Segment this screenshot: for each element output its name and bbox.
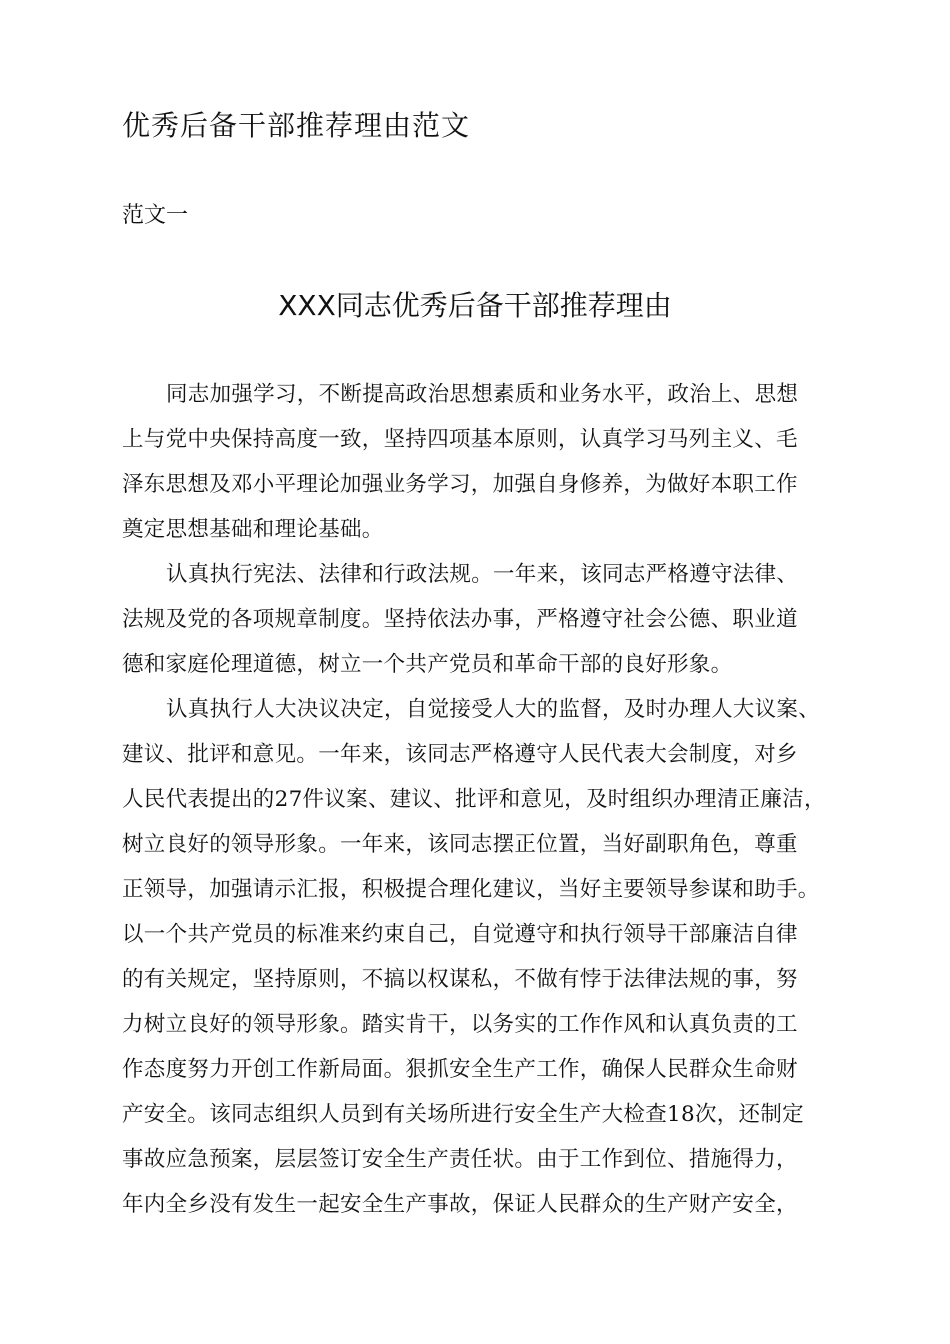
- paragraph-line: 力树立良好的领导形象。踏实肯干，以务实的工作作风和认真负责的工: [122, 1012, 798, 1037]
- paragraph-line: 人民代表提出的27件议案、建议、批评和意见，及时组织办理清正廉洁，: [122, 787, 826, 812]
- paragraph-line: 法规及党的各项规章制度。坚持依法办事，严格遵守社会公德、职业道: [122, 607, 798, 632]
- paragraph-line: 上与党中央保持高度一致，坚持四项基本原则，认真学习马列主义、毛: [122, 427, 798, 452]
- paragraph-line: 德和家庭伦理道德，树立一个共产党员和革命干部的良好形象。: [122, 652, 733, 677]
- article-title: XXX同志优秀后备干部推荐理由: [278, 289, 672, 322]
- document-title: 优秀后备干部推荐理由范文: [122, 109, 471, 142]
- paragraph: [122, 687, 842, 1227]
- paragraph-line: 产安全。该同志组织人员到有关场所进行安全生产大检查18次，还制定: [122, 1102, 804, 1127]
- paragraph-line: 泽东思想及邓小平理论加强业务学习，加强自身修养，为做好本职工作: [122, 472, 798, 497]
- paragraph: [122, 372, 842, 552]
- paragraph-line: 年内全乡没有发生一起安全生产事故，保证人民群众的生产财产安全，: [122, 1192, 798, 1217]
- paragraph-line: 认真执行宪法、法律和行政法规。一年来，该同志严格遵守法律、: [166, 562, 799, 587]
- paragraph-line: 正领导，加强请示汇报，积极提合理化建议，当好主要领导参谋和助手。: [122, 877, 820, 902]
- sample-label: 范文一: [122, 203, 189, 228]
- paragraph-line: 的有关规定，坚持原则，不搞以权谋私，不做有悖于法律法规的事，努: [122, 967, 798, 992]
- paragraph-line: 作态度努力开创工作新局面。狠抓安全生产工作，确保人民群众生命财: [122, 1057, 798, 1082]
- paragraph-line: 建议、批评和意见。一年来，该同志严格遵守人民代表大会制度，对乡: [122, 742, 798, 767]
- paragraph-line: 奠定思想基础和理论基础。: [122, 517, 384, 542]
- paragraph-line: 树立良好的领导形象。一年来，该同志摆正位置，当好副职角色，尊重: [122, 832, 798, 857]
- paragraph-line: 以一个共产党员的标准来约束自己，自觉遵守和执行领导干部廉洁自律: [122, 922, 798, 947]
- paragraph: [122, 552, 842, 687]
- paragraph-line: 认真执行人大决议决定，自觉接受人大的监督，及时办理人大议案、: [166, 697, 821, 722]
- article-body: [122, 372, 842, 1227]
- paragraph-line: 同志加强学习，不断提高政治思想素质和业务水平，政治上、思想: [166, 382, 799, 407]
- paragraph-line: 事故应急预案，层层签订安全生产责任状。由于工作到位、措施得力，: [122, 1147, 798, 1172]
